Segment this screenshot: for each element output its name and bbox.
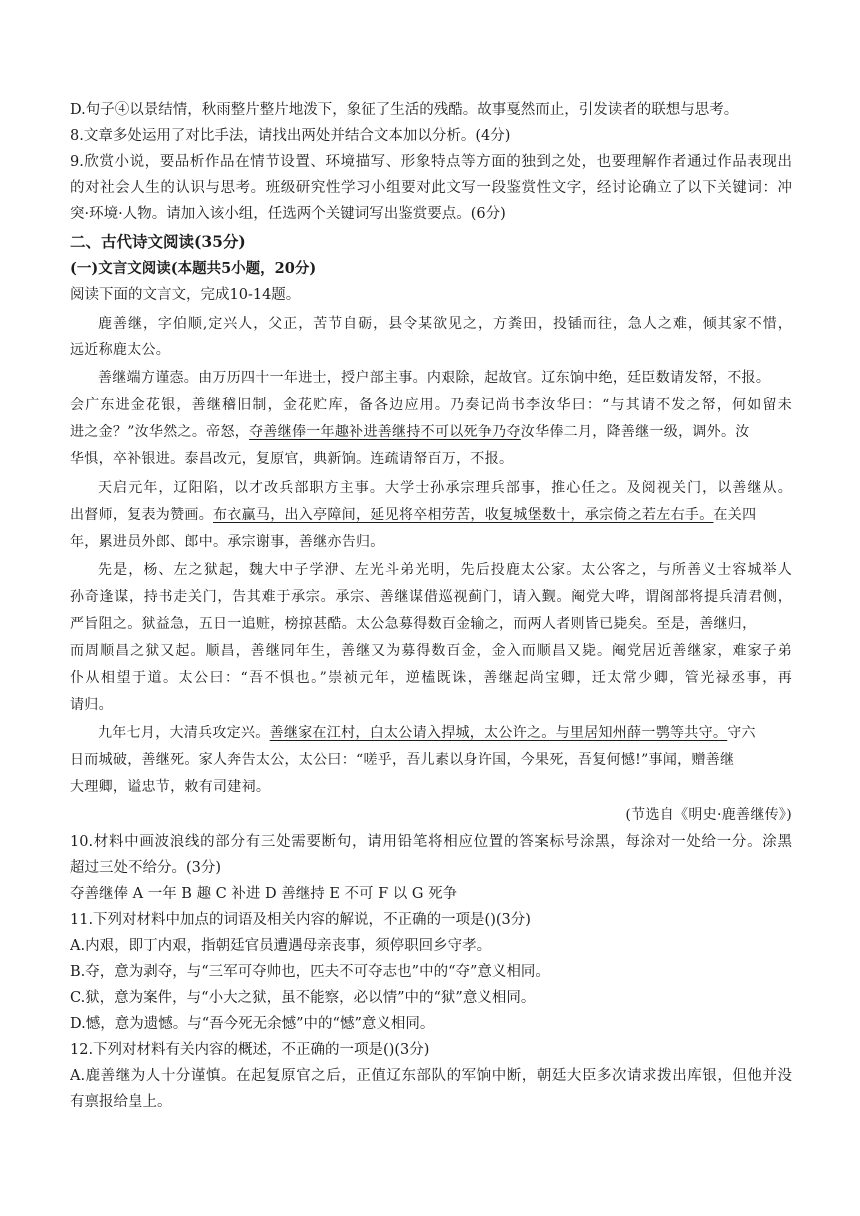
reading-instruction: 阅读下面的文言文，完成10-14题。 — [70, 287, 301, 303]
dotted-word: 艰 — [441, 370, 456, 386]
question-11-option-b: B.夺，意为剥夺，与“三军可夺帅也，匹夫不可夺志也”中的“夺”意义相同。 — [70, 964, 550, 980]
passage-p2-line-4: 华惧，卒补银进。泰昌改元，复原官，典新饷。连疏请帑百万，不报。 — [70, 451, 514, 467]
question-9-line-3: 突·环境·人物。请加入该小组，任选两个关键词写出鉴赏要点。(6分) — [70, 206, 506, 222]
question-11-option-a: A.内艰，即丁内艰，指朝廷官员遭遇母亲丧事，须停职回乡守孝。 — [70, 938, 492, 954]
question-11-option-d: D.憾，意为遗憾。与“吾今死无余憾”中的“憾”意义相同。 — [70, 1016, 435, 1032]
passage-p3-line-1: 天启元年，辽阳陷，以才改兵部职方主事。大学士孙承宗理兵部事，推心任之。及阅视关门，以善继从。 — [98, 480, 792, 496]
question-12: 12.下列对材料有关内容的概述，不正确的一项是()(3分) — [70, 1042, 430, 1058]
option-d: D.句子④以景结情，秋雨整片整片地泼下，象征了生活的残酷。故事戛然而止，引发读者的联想与思考。 — [70, 102, 739, 118]
question-9-line-1: 9.欣赏小说，要品析作品在情节设置、环境描写、形象特点等方面的独到之处，也要理解作者通过作品表现出 — [70, 154, 792, 170]
passage-p4-line-5: 仆从相望于道。太公曰：“吾不惧也。”崇祯元年，逆榼既诛，善继起尚宝卿，迁太常少卿，管光禄丞事，再 — [70, 670, 792, 686]
passage-p2-line-3: 进之金？”汝华然之。帝怒，夺善继俸一年趣补进善继持不可以死争乃夺汝华俸二月，降善继一级，调外。汝 — [70, 424, 750, 440]
question-9-line-2: 的对社会人生的认识与思考。班级研究性学习小组要对此文写一段鉴赏性文字，经讨论确立了以下关键词：冲 — [70, 180, 792, 196]
passage-p4-line-2: 孙奇逢谋，持书走关门，告其难于承宗。承宗、善继谋借巡视蓟门，请入觐。阉党大哗，谓阁部将提兵清君侧， — [70, 589, 792, 605]
question-8: 8.文章多处运用了对比手法，请找出两处并结合文本加以分析。(4分) — [70, 128, 511, 144]
underlined-sentence: 布衣赢马，出入亭障间，延见将卒相劳苦，收复城堡数十，承宗倚之若左右手。 — [213, 507, 714, 523]
passage-source: (节选自《明史·鹿善继传》) — [625, 807, 792, 823]
question-10-line-2: 超过三处不给分。(3分) — [70, 860, 222, 876]
passage-p4-line-6: 请归。 — [70, 697, 113, 713]
passage-p1-line-2: 远近称鹿太公。 — [70, 342, 171, 358]
dotted-word: 憾 — [620, 752, 636, 768]
dotted-word: 夺 — [506, 424, 521, 440]
question-10-options: 夺善继俸 A 一年 B 趣 C 补进 D 善继持 E 不可 F 以 G 死争 — [70, 886, 458, 902]
passage-p5-line-1: 九年七月，大清兵攻定兴。善继家在江村，白太公请入捍城，太公许之。与里居知州薛一鹗等共守。守六 — [98, 725, 756, 741]
passage-p3-line-2: 出督师，复表为赞画。布衣赢马，出入亭障间，延见将卒相劳苦，收复城堡数十，承宗倚之若左右手。在关四 — [70, 507, 757, 523]
passage-p4-line-3: 严旨阻之。狱益急，五日一追赃，榜掠甚酷。太公急募得数百金输之，而两人者则皆已毙矣。至是，善继归， — [70, 616, 757, 632]
dotted-word: 狱 — [141, 616, 156, 632]
passage-p4-line-4: 而周顺昌之狱又起。顺昌，善继同年生，善继又为募得数百金，金入而顺昌又毙。阉党居近善继家，难家子弟 — [70, 643, 792, 659]
section-heading: 二、古代诗文阅读(35分) — [70, 233, 246, 251]
passage-p5-line-2: 日而城破，善继死。家人奔告太公，太公曰：“嗟乎，吾儿素以身许国，今果死，吾复何憾!”事闻，赠善继 — [70, 752, 735, 768]
question-10-line-1: 10.材料中画波浪线的部分有三处需要断句，请用铅笔将相应位置的答案标号涂黑，每涂对一处给一分。涂黑 — [70, 834, 792, 850]
wavy-underline-text: 夺善继俸一年趣补进善继持不可以死争乃 — [249, 424, 507, 440]
passage-p2-line-1: 善继端方谨悫。由万历四十一年进士，授户部主事。内艰除，起故官。辽东饷中绝，廷臣数请发帑，不报。 — [98, 370, 771, 386]
question-12-option-a-line-2: 有禀报给皇上。 — [70, 1094, 172, 1110]
subsection-heading: (一)文言文阅读(本题共5小题，20分) — [70, 260, 317, 277]
question-12-option-a-line-1: A.鹿善继为人十分谨慎。在起复原官之后，正值辽东部队的军饷中断，朝廷大臣多次请求拨出库银，但他并没 — [70, 1068, 792, 1084]
question-11-option-c: C.狱，意为案件，与“小大之狱，虽不能察，必以情”中的“狱”意义相同。 — [70, 990, 536, 1006]
passage-p1-line-1: 鹿善继，字伯顺,定兴人，父正，苦节自砺，县令某欲见之，方粪田，投锸而往，急人之难，倾其家不惜， — [98, 316, 792, 332]
question-11: 11.下列对材料中加点的词语及相关内容的解说，不正确的一项是()(3分) — [70, 912, 531, 928]
passage-p5-line-3: 大理卿，谥忠节，敕有司建祠。 — [70, 779, 271, 795]
underlined-sentence: 善继家在江村，白太公请入捍城，太公许之。与里居知州薛一鹗等共守。 — [269, 725, 728, 741]
passage-p2-line-2: 会广东进金花银，善继稽旧制，金花贮库，备各边应用。乃奏记尚书李汝华曰：“与其请不发之帑，何如留未 — [70, 397, 792, 413]
passage-p3-line-3: 年，累进员外郎、郎中。承宗谢事，善继亦告归。 — [70, 534, 385, 550]
emphasis-dotted: 不正确 — [383, 912, 427, 928]
passage-p4-line-1: 先是，杨、左之狱起，魏大中子学洢、左光斗弟光明，先后投鹿太公家。太公客之，与所善义士容城举人 — [98, 562, 792, 578]
